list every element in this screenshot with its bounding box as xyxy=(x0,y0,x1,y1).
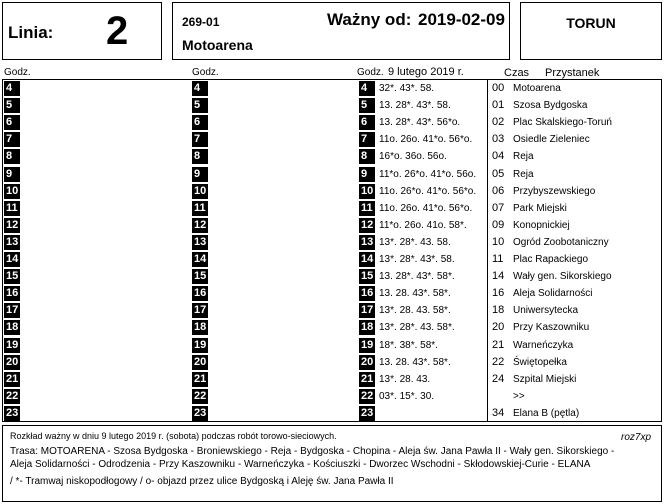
table-row xyxy=(3,167,661,184)
legend-note: / *- Tramwaj niskopodłogowy / o- objazd przez ulice Bydgoską i Aleję św. Jana Pawła II xyxy=(10,476,394,487)
hour-cell-col1: 21 xyxy=(6,372,19,385)
stop-name: Motoarena xyxy=(513,83,561,94)
hour-cell-col2: 9 xyxy=(192,167,208,182)
hour-cell-col1: 16 xyxy=(6,287,19,300)
hour-cell-col3: 8 xyxy=(359,149,375,164)
stop-name: Świętopełka xyxy=(513,356,567,368)
table-row xyxy=(3,389,661,406)
stop-time: 22 xyxy=(492,355,505,368)
timetable-grid xyxy=(2,79,662,422)
hour-cell-col3: 7 xyxy=(359,132,375,147)
hour-cell-col1: 19 xyxy=(6,338,19,351)
stop-time: 10 xyxy=(492,235,505,248)
hour-cell-col3: 19 xyxy=(361,338,374,351)
hour-cell-col2: 12 xyxy=(194,218,207,231)
footer-code: roz7xp xyxy=(620,432,651,443)
table-row xyxy=(3,286,661,303)
hour-cell-col1: 17 xyxy=(6,304,19,317)
hour-cell-col2: 21 xyxy=(194,372,207,385)
hour-cell-col2: 20 xyxy=(194,355,207,368)
departure-minutes: 13. 28. 43*. 58*. xyxy=(379,288,451,300)
table-row xyxy=(3,115,661,132)
hour-cell-col2: 7 xyxy=(192,132,208,147)
departure-minutes: 13. 28*. 43*. 56*o. xyxy=(379,117,461,129)
hour-cell-col2: 23 xyxy=(194,406,207,419)
hour-cell-col1: 10 xyxy=(6,184,19,197)
stop-time: 04 xyxy=(492,150,505,163)
hour-cell-col2: 4 xyxy=(192,81,208,96)
hour-cell-col2: 15 xyxy=(194,270,207,283)
hour-cell-col1: 5 xyxy=(4,98,20,113)
departure-minutes: 11*o. 26*o. 41*o. 56o. xyxy=(379,168,477,180)
table-row xyxy=(3,201,661,218)
stop-name: Park Miejski xyxy=(513,202,567,214)
hour-cell-col3: 17 xyxy=(361,304,374,317)
departure-minutes: 13*. 28. 43. xyxy=(379,373,431,385)
table-row xyxy=(3,81,661,98)
hour-cell-col2: 5 xyxy=(192,98,208,113)
hour-cell-col1: 12 xyxy=(6,218,19,231)
hour-cell-col2: 10 xyxy=(194,184,207,197)
valid-date: 2019-02-09 xyxy=(418,10,505,29)
footer-box xyxy=(2,425,662,502)
stop-name: Przybyszewskiego xyxy=(513,185,596,197)
stop-name: Przy Kaszowniku xyxy=(513,322,590,334)
stop-name: Wały gen. Sikorskiego xyxy=(513,271,612,283)
stop-name: Warneńczyka xyxy=(513,339,574,351)
departure-minutes: 13*. 28*. 43. 58*. xyxy=(379,322,455,334)
table-row xyxy=(3,98,661,115)
table-row xyxy=(3,320,661,337)
stop-name: Plac Rapackiego xyxy=(513,254,589,265)
departure-minutes: 13*. 28*. 43*. 58. xyxy=(379,254,455,265)
stop-time: 05 xyxy=(492,167,505,180)
hour-cell-col2: 22 xyxy=(194,389,207,402)
table-row xyxy=(3,303,661,320)
hour-cell-col3: 23 xyxy=(361,406,374,419)
time-heading: Czas xyxy=(504,67,530,79)
hour-cell-col3: 4 xyxy=(359,81,375,96)
stop-time: 00 xyxy=(492,82,505,94)
hour-cell-col2: 8 xyxy=(192,149,208,164)
stop-name: Konopnickiej xyxy=(513,219,570,231)
hour-cell-col1: 13 xyxy=(6,235,19,248)
hour-cell-col3: 13 xyxy=(361,235,374,248)
hour-cell-col3: 12 xyxy=(361,218,374,231)
stop-name: Szpital Miejski xyxy=(513,373,577,385)
valid-label: Ważny od: xyxy=(327,10,412,29)
hour-cell-col1: 9 xyxy=(4,167,20,182)
hour-cell-col3: 9 xyxy=(359,167,375,182)
stop-time: 03 xyxy=(492,133,505,146)
hour-cell-col2: 13 xyxy=(194,235,207,248)
city-box xyxy=(520,2,662,60)
hour-cell-col1: 7 xyxy=(4,132,20,147)
stop-time: 06 xyxy=(492,184,505,197)
hour-cell-col1: 22 xyxy=(6,389,19,402)
stop-name: Reja xyxy=(513,151,534,163)
hour-cell-col1: 18 xyxy=(6,321,19,334)
hour-heading-2: Godz. xyxy=(192,67,219,78)
table-row xyxy=(3,372,661,389)
departure-minutes: 11*o. 26o. 41o. 58*. xyxy=(379,219,467,231)
hour-cell-col3: 10 xyxy=(361,184,374,197)
hour-cell-col2: 18 xyxy=(194,321,207,334)
stop-name: Ogród Zoobotaniczny xyxy=(513,236,609,248)
hour-cell-col2: 14 xyxy=(194,253,207,265)
hour-cell-col3: 18 xyxy=(361,321,374,334)
stop-time: 14 xyxy=(492,270,505,283)
departure-minutes: 16*o. 36o. 56o. xyxy=(379,151,447,163)
departure-minutes: 13. 28. 43*. 58*. xyxy=(379,356,451,368)
table-row xyxy=(3,218,661,235)
hour-cell-col2: 19 xyxy=(194,338,207,351)
hour-cell-col1: 15 xyxy=(6,270,19,283)
validity-note: Rozkład ważny w dniu 9 lutego 2019 r. (sobota) podczas robót torowo-sieciowych. xyxy=(10,431,337,441)
city-name: TORUN xyxy=(566,15,616,31)
stop-time: 11 xyxy=(492,253,504,265)
stop-time: 24 xyxy=(492,372,505,385)
stop-name: Plac Skalskiego-Toruń xyxy=(513,117,612,129)
hour-cell-col1: 4 xyxy=(4,81,20,96)
departure-minutes: 13*. 28. 43. 58*. xyxy=(379,305,451,317)
table-row xyxy=(3,235,661,252)
hour-cell-col2: 11 xyxy=(192,201,208,216)
hour-cell-col2: 6 xyxy=(192,115,208,130)
hour-cell-col3: 16 xyxy=(361,287,374,300)
table-row xyxy=(3,406,661,423)
route-description: Trasa: MOTOARENA - Szosa Bydgoska - Broniewskiego - Reja - Bydgoska - Chopina - Aleja św. Jana Pawła II - Wały gen. Sikorskiego - Aleja Solidarności - Odrodzenia - Przy Kaszowniku - Warneńczyka - Kościuszki - Dworzec Wschodni - Skłodowskiej-Curie - ELANA xyxy=(10,446,615,470)
stop-name: Motoarena xyxy=(182,37,253,53)
route-code: 269-01 xyxy=(182,15,220,29)
hour-cell-col1: 20 xyxy=(6,355,19,368)
stop-name: Osiedle Zieleniec xyxy=(513,134,590,146)
hour-cell-col3: 22 xyxy=(361,389,374,402)
hour-heading-1: Godz. xyxy=(4,67,31,78)
stop-time: 09 xyxy=(492,218,505,231)
stop-time: 20 xyxy=(492,321,505,334)
departure-minutes: 32*. 43*. 58. xyxy=(379,83,435,94)
table-row xyxy=(3,338,661,355)
table-row xyxy=(3,132,661,149)
departure-minutes: 03*. 15*. 30. xyxy=(379,390,435,402)
hour-cell-col3: 6 xyxy=(359,115,375,130)
line-box xyxy=(2,2,162,60)
hour-heading-3: Godz. xyxy=(357,67,384,78)
hour-cell-col1: 6 xyxy=(4,115,20,130)
departure-minutes: 13. 28*. 43*. 58. xyxy=(379,100,451,112)
date-label: 9 lutego 2019 r. xyxy=(388,66,464,78)
table-row xyxy=(3,355,661,372)
stop-time: 18 xyxy=(492,304,505,317)
hour-cell-col1: 23 xyxy=(6,406,19,419)
hour-cell-col1: 11 xyxy=(4,201,20,216)
table-row xyxy=(3,252,661,269)
departure-minutes: 13. 28*. 43*. 58*. xyxy=(379,271,455,283)
stop-heading: Przystanek xyxy=(545,67,600,79)
hour-cell-col2: 16 xyxy=(194,287,207,300)
stop-name: Szosa Bydgoska xyxy=(513,100,588,112)
hour-cell-col3: 20 xyxy=(361,355,374,368)
stop-name: Reja xyxy=(513,168,534,180)
stop-time: 01 xyxy=(492,99,505,112)
stop-name: Aleja Solidarności xyxy=(513,288,593,300)
hour-cell-col1: 14 xyxy=(6,253,19,265)
hour-cell-col3: 11 xyxy=(359,201,375,216)
stop-time: 34 xyxy=(492,406,505,419)
line-number: 2 xyxy=(106,9,129,53)
stop-time: 02 xyxy=(492,116,505,129)
hour-cell-col3: 14 xyxy=(361,253,374,265)
departure-minutes: 11o. 26o. 41*o. 56*o. xyxy=(379,202,473,214)
departure-minutes: 11o. 26o. 41*o. 56*o. xyxy=(379,134,473,146)
stop-time: 16 xyxy=(492,287,505,300)
hour-cell-col3: 5 xyxy=(359,98,375,113)
hour-cell-col3: 15 xyxy=(361,270,374,283)
stop-time: 07 xyxy=(492,201,505,214)
table-row xyxy=(3,269,661,286)
stop-name: Elana B (pętla) xyxy=(513,407,580,419)
stop-box xyxy=(172,2,510,60)
linia-label: Linia: xyxy=(8,23,54,42)
hour-cell-col3: 21 xyxy=(361,372,374,385)
departure-minutes: 18*. 38*. 58*. xyxy=(379,339,438,351)
hour-cell-col2: 17 xyxy=(194,304,207,317)
table-row xyxy=(3,184,661,201)
stop-name: >> xyxy=(513,390,525,402)
hour-cell-col1: 8 xyxy=(4,149,20,164)
stop-name: Uniwersytecka xyxy=(513,305,579,317)
stop-time: 21 xyxy=(492,338,505,351)
table-row xyxy=(3,149,661,166)
departure-minutes: 11o. 26*o. 41*o. 56*o. xyxy=(379,185,477,197)
departure-minutes: 13*. 28*. 43. 58. xyxy=(379,236,451,248)
